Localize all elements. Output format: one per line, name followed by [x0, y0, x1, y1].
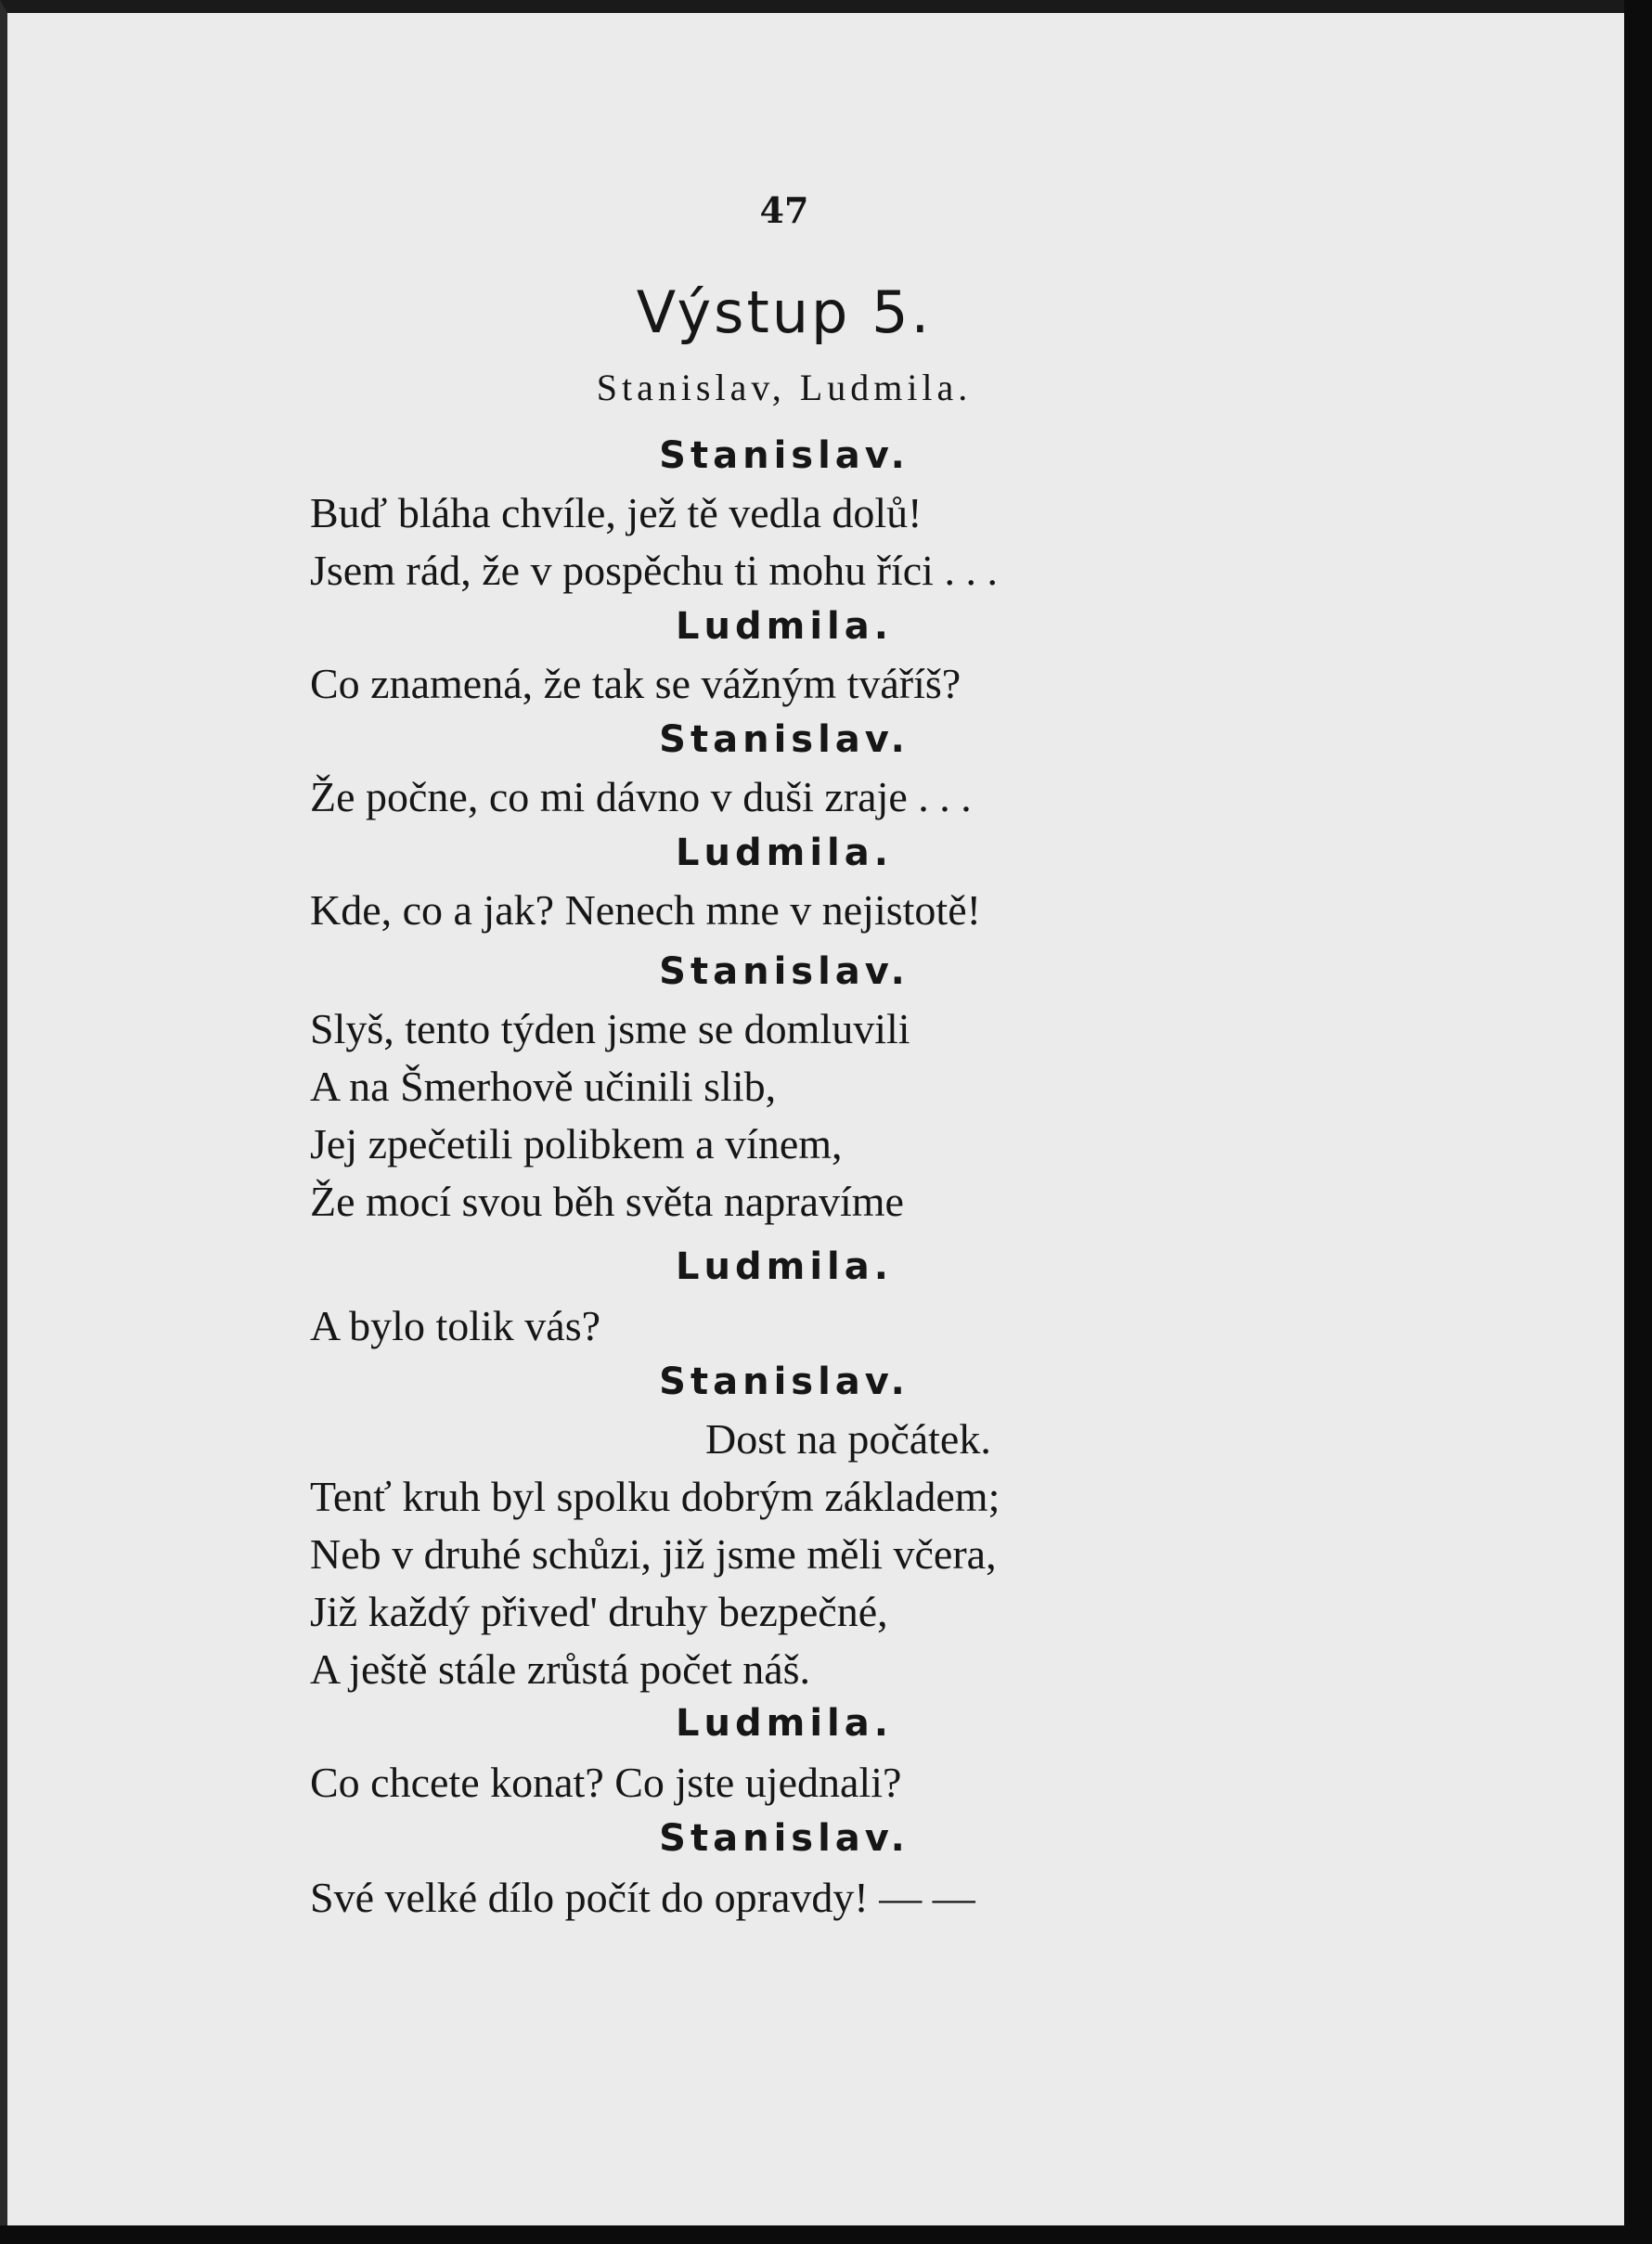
- verse-line: Tenť kruh byl spolku dobrým základem;: [310, 1473, 1000, 1520]
- scene-title: Výstup 5.: [636, 278, 933, 346]
- verse-line-indented: Dost na počátek.: [705, 1415, 991, 1463]
- scene-persons: Stanislav, Ludmila.: [596, 367, 973, 408]
- verse-line: Slyš, tento týden jsme se domluvili: [310, 1005, 910, 1052]
- verse-line: A na Šmerhově učinili slib,: [310, 1063, 777, 1110]
- speaker-name: Stanislav.: [659, 1361, 910, 1403]
- speaker-name: Ludmila.: [676, 1245, 893, 1288]
- speaker-name: Ludmila.: [676, 1702, 893, 1745]
- speaker-name: Stanislav.: [659, 1817, 910, 1860]
- verse-line: Že mocí svou běh světa napravíme: [310, 1178, 904, 1225]
- verse-line: A bylo tolik vás?: [310, 1302, 601, 1349]
- verse-line: Co znamená, že tak se vážným tváříš?: [310, 660, 962, 707]
- verse-line: Neb v druhé schůzi, již jsme měli včera,: [310, 1530, 997, 1578]
- verse-line: A ještě stále zrůstá počet náš.: [310, 1645, 811, 1693]
- verse-line: Že počne, co mi dávno v duši zraje . . .: [310, 773, 972, 820]
- scan-edge-bottom: [0, 2225, 1652, 2244]
- verse-line: Kde, co a jak? Nenech mne v nejistotě!: [310, 886, 981, 934]
- verse-line: Své velké dílo počít do opravdy! — —: [310, 1874, 975, 1921]
- verse-line: Již každý přived' druhy bezpečné,: [310, 1588, 888, 1635]
- speaker-name: Stanislav.: [659, 718, 910, 761]
- verse-line: Co chcete konat? Co jste ujednali?: [310, 1759, 902, 1806]
- verse-line: Jsem rád, že v pospěchu ti mohu říci . . .: [310, 547, 998, 594]
- verse-line: Jej zpečetili polibkem a vínem,: [310, 1120, 843, 1167]
- speaker-name: Ludmila.: [676, 832, 893, 874]
- verse-line: Buď bláha chvíle, jež tě vedla dolů!: [310, 489, 923, 536]
- speaker-name: Stanislav.: [659, 434, 910, 477]
- scan-edge-right: [1624, 0, 1652, 2244]
- speaker-name: Stanislav.: [659, 950, 910, 993]
- speaker-name: Ludmila.: [676, 605, 893, 648]
- page-number: 47: [759, 189, 809, 231]
